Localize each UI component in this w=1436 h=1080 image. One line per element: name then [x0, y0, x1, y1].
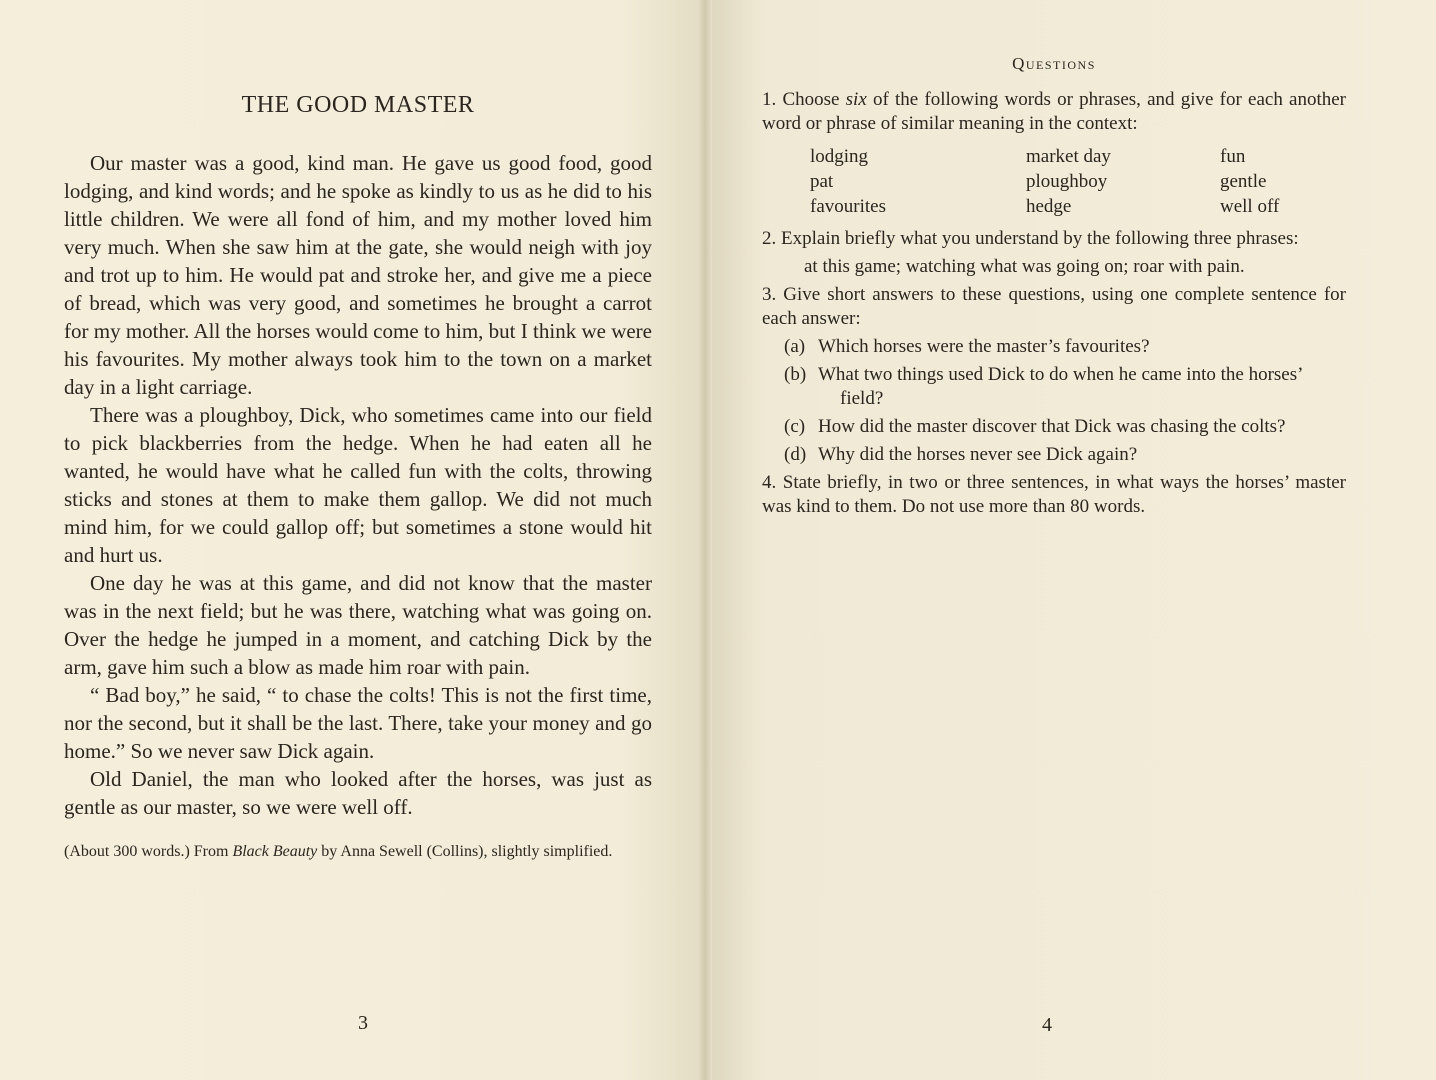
- book-gutter: [698, 0, 712, 1080]
- word-item: lodging: [810, 146, 869, 167]
- question-3c: [784, 415, 1346, 439]
- source-note: [64, 841, 652, 863]
- sub-label: (a): [784, 336, 806, 357]
- story-column: [64, 92, 652, 863]
- question-1: [762, 88, 1346, 136]
- sub-text: How did the master discover that Dick was chasing the colts?: [818, 416, 1286, 437]
- question-1-start: 1. Choose: [762, 89, 846, 110]
- source-book-title: Black Beauty: [232, 843, 318, 860]
- paragraph-3: One day he was at this game, and did not know that the master was in the next field; but he was there, watching what was going on. Over the hedge he jumped in a moment, and catching Dick by the arm, gave him such a blow as made him roar with pain.: [64, 571, 652, 679]
- word-item: ploughboy: [1026, 171, 1108, 192]
- word-item: pat: [810, 171, 834, 192]
- paragraph-5: Old Daniel, the man who looked after the horses, was just as gentle as our master, so we were well off.: [64, 767, 652, 819]
- sub-text: What two things used Dick to do when he came into the horses’ field?: [818, 364, 1303, 409]
- sub-label: (d): [784, 444, 807, 465]
- question-3: 3. Give short answers to these questions, using one complete sentence for each answer:: [762, 284, 1346, 329]
- running-head: Questions: [1012, 54, 1096, 73]
- sub-label: (c): [784, 416, 806, 437]
- source-suffix: by Anna Sewell (Collins), slightly simplified.: [317, 843, 613, 860]
- question-1-end: of the following words or phrases, and give for each another word or phrase of similar meaning in the context:: [762, 89, 1346, 134]
- sub-label: (b): [784, 364, 807, 385]
- story-text: [64, 149, 652, 821]
- question-1-emphasis: six: [845, 89, 867, 110]
- page-number-left: 3: [358, 1012, 368, 1034]
- question-4: 4. State briefly, in two or three sentences, in what ways the horses’ master was kind to them. Do not use more than 80 words.: [762, 472, 1346, 517]
- question-3b: [784, 363, 1346, 411]
- question-2: 2. Explain briefly what you understand by the following three phrases:: [762, 228, 1299, 249]
- sub-text: Which horses were the master’s favourites?: [818, 336, 1150, 357]
- paragraph-4: “ Bad boy,” he said, “ to chase the colts! This is not the first time, nor the second, but it shall be the last. There, take your money and go home.” So we never saw Dick again.: [64, 683, 652, 763]
- word-list: [810, 144, 1346, 219]
- paragraph-2: There was a ploughboy, Dick, who sometimes came into our field to pick blackberries from the hedge. When he had eaten all he wanted, he would have what he called fun with the colts, throwing sticks and stones at them to make them gallop. We did not much mind him, for we could gallop off; but sometimes a stone would hit and hurt us.: [64, 403, 652, 567]
- story-title: THE GOOD MASTER: [241, 92, 475, 118]
- paragraph-1: Our master was a good, kind man. He gave us good food, good lodging, and kind words; and he spoke as kindly to us as he did to his little children. We were all fond of him, and my mother loved him very much. When she saw him at the gate, she would neigh with joy and trot up to him. He would pat and stroke her, and give me a piece of bread, which was very good, and sometimes he brought a carrot for my mother. All the horses would come to him, but I think we were his favourites. My mother always took him to the town on a market day in a light carriage.: [64, 151, 652, 399]
- word-item: favourites: [810, 196, 886, 217]
- question-2-phrases: at this game; watching what was going on; roar with pain.: [804, 256, 1245, 277]
- word-item: market day: [1026, 146, 1111, 167]
- question-3d: [784, 443, 1346, 467]
- word-item: hedge: [1026, 196, 1072, 217]
- word-item: well off: [1220, 196, 1280, 217]
- word-item: fun: [1220, 146, 1246, 167]
- sub-text: Why did the horses never see Dick again?: [818, 444, 1138, 465]
- word-item: gentle: [1220, 171, 1267, 192]
- questions-column: [762, 54, 1346, 523]
- page-number-right: 4: [1042, 1014, 1052, 1036]
- source-prefix: (About 300 words.) From: [64, 843, 233, 860]
- question-3a: [784, 335, 1346, 359]
